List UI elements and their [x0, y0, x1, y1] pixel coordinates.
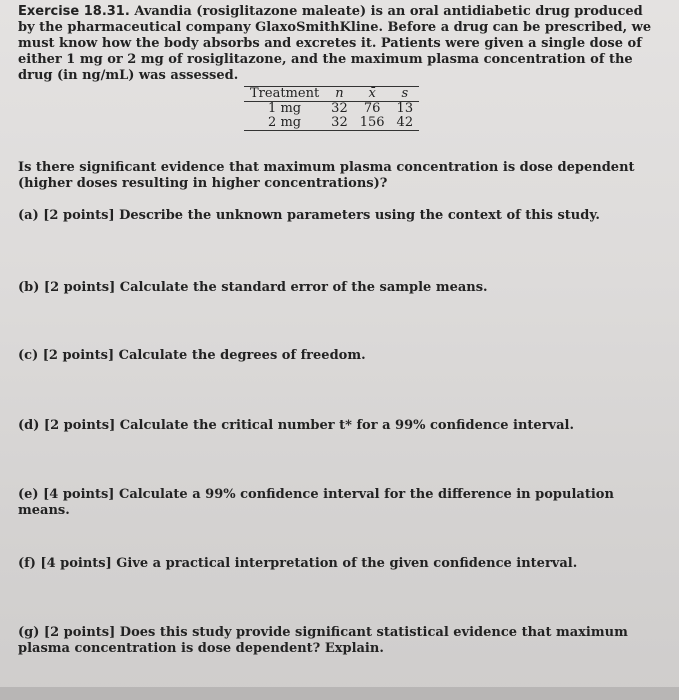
table-header-row	[244, 87, 419, 102]
cell-treatment: 1 mg	[268, 101, 302, 116]
cell-mean: 156	[359, 115, 385, 130]
part-b: (b) [2 points] Calculate the standard error of the sample means.	[18, 280, 488, 295]
cell-n: 32	[331, 115, 348, 130]
part-d: (d) [2 points] Calculate the critical number t* for a 99% confidence interval.	[18, 418, 574, 433]
dose-data-table	[244, 86, 419, 131]
part-a: (a) [2 points] Describe the unknown parameters using the context of this study.	[18, 208, 600, 223]
cell-n: 32	[331, 101, 348, 116]
exercise-intro	[18, 4, 658, 84]
header-n: n	[335, 86, 344, 101]
cell-sd: 42	[396, 115, 414, 130]
part-f: (f) [4 points] Give a practical interpretation of the given confidence interval.	[18, 556, 578, 571]
part-g: (g) [2 points] Does this study provide significant statistical evidence that maximum plasma concentration is dose dependent? Explain.	[18, 625, 628, 656]
main-question: Is there significant evidence that maximum plasma concentration is dose dependent (higher doses resulting in higher concentrations)?	[18, 160, 635, 191]
part-e: (e) [4 points] Calculate a 99% confidence interval for the difference in population means.	[18, 487, 614, 518]
exercise-description: Avandia (rosiglitazone maleate) is an oral antidiabetic drug produced by the pharmaceutical company GlaxoSmithKline. Before a drug can be prescribed, we must know how the body absorbs and excretes it. Patients were given a single dose of either 1 mg or 2 mg of rosiglitazone, and the maximum plasma concentration of the drug (in ng/mL) was assessed.	[18, 4, 652, 83]
header-treatment: Treatment	[250, 86, 320, 101]
page-bottom-edge	[0, 687, 679, 700]
table-row	[244, 102, 419, 117]
cell-treatment: 2 mg	[268, 115, 302, 130]
header-mean: x̄	[368, 86, 376, 101]
cell-sd: 13	[396, 101, 414, 116]
part-c: (c) [2 points] Calculate the degrees of freedom.	[18, 348, 366, 363]
exercise-title: Exercise 18.31.	[18, 4, 130, 19]
table-row	[244, 116, 419, 131]
cell-mean: 76	[363, 101, 381, 116]
header-sd: s	[401, 86, 409, 101]
